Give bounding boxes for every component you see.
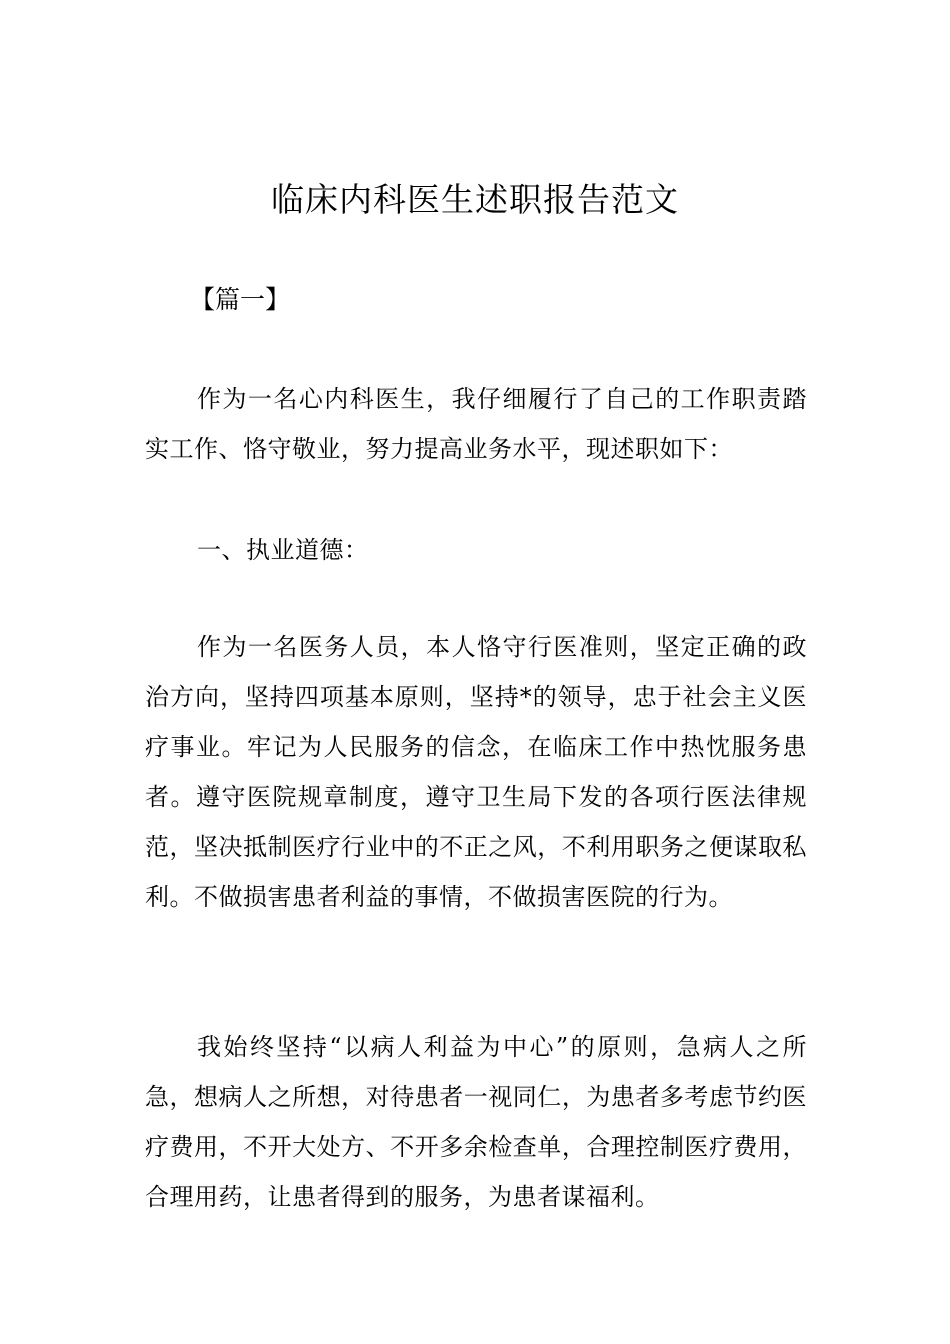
paragraph-intro: 作为一名心内科医生，我仔细履行了自己的工作职责踏实工作、恪守敬业，努力提高业务水平，现述职如下： <box>145 385 807 463</box>
paragraph-patient-centered: 我始终坚持“以病人利益为中心”的原则，急病人之所急，想病人之所想，对待患者一视同仁，为患者多考虑节约医疗费用，不开大处方、不开多余检查单，合理控制医疗费用，合理用药，让患者得到的服务，为患者谋福利。 <box>145 1033 807 1211</box>
document-title: 临床内科医生述职报告范文 <box>271 180 679 219</box>
section-tag: 【篇一】 <box>190 285 291 314</box>
paragraph-ethics: 作为一名医务人员，本人恪守行医准则，坚定正确的政治方向，坚持四项基本原则，坚持*的领导，忠于社会主义医疗事业。牢记为人民服务的信念，在临床工作中热忱服务患者。遵守医院规章制度，遵守卫生局下发的各项行医法律规范，坚决抵制医疗行业中的不正之风，不利用职务之便谋取私利。不做损害患者利益的事情，不做损害医院的行为。 <box>145 633 807 911</box>
section-heading-ethics: 一、执业道德： <box>197 536 369 564</box>
